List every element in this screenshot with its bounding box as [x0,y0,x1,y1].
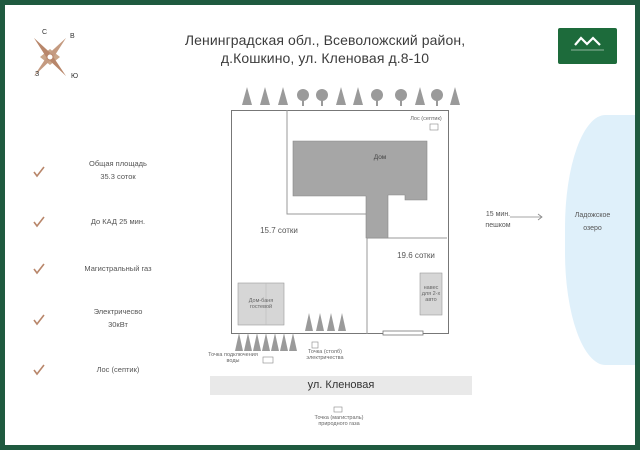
address-line-2: д.Кошкино, ул. Кленовая д.8-10 [220,50,430,66]
feature-label: Магистральный газ [84,264,152,273]
compass-north: С [42,29,48,36]
feature-label: Общая площадь 35.3 соток [89,159,147,181]
tree-row-bottom-middle [305,313,346,331]
septic-marker [430,124,438,130]
feature-label: Электричесво 30кВт [93,307,143,329]
tree-row-bottom-left [235,333,297,351]
walk-time-label: 15 мин. пешком [485,211,511,229]
street-label: ул. Кленовая [307,379,375,391]
tree-row-top [242,87,460,106]
septic-label: Лос (септик) [410,116,442,122]
guest-house-label: Дом-баня гостевой [248,298,274,310]
house-footprint [293,141,427,238]
gas-point-marker [334,407,342,412]
water-point-label: Точка подключения воды [208,352,258,364]
area-right-label: 19.6 сотки [397,251,435,260]
compass-south: Ю [71,73,79,80]
lake-label: Ладожское озеро [574,212,611,232]
electric-point-marker [312,342,318,348]
address-line-1: Ленинградская обл., Всеволожский район, [184,32,466,48]
compass-east: В [70,33,75,40]
electric-point-label: Точка (столб) электричества [306,349,344,361]
canopy-label: навес для 2-х авто [421,285,441,303]
house-label: Дом [373,154,387,161]
compass-west: З [35,71,40,78]
gas-point-label: Точка (магистраль) природного газа [314,415,364,427]
area-left-label: 15.7 сотки [260,226,298,235]
feature-label: Лос (септик) [96,365,140,374]
gate-marker [383,331,423,335]
feature-label: До КАД 25 мин. [90,217,146,226]
